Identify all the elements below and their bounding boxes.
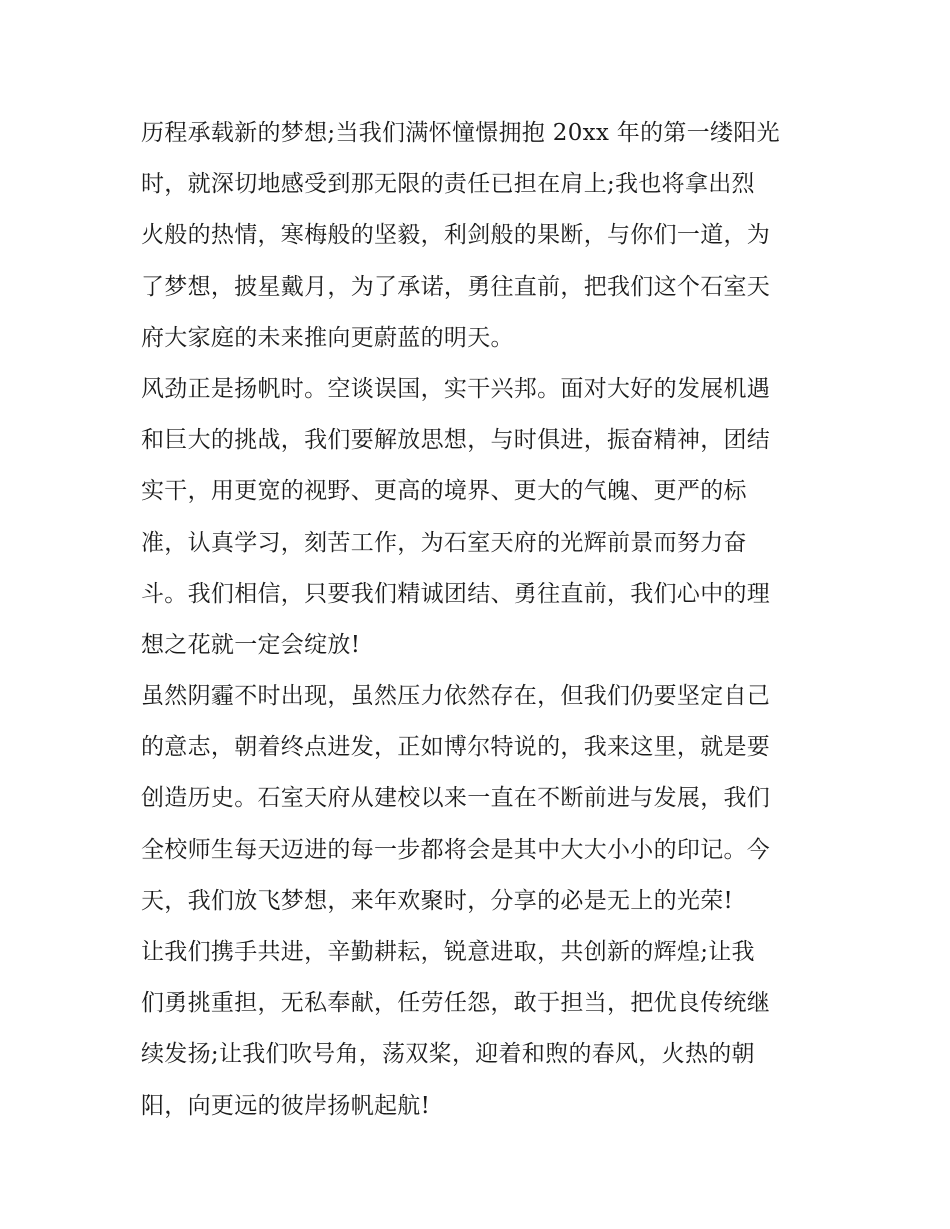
text-line: 的意志，朝着终点进发，正如博尔特说的，我来这里，就是要 xyxy=(141,734,771,761)
text-line: 实干，用更宽的视野、更高的境界、更大的气魄、更严的标 xyxy=(141,478,747,505)
text-line: 们勇挑重担，无私奉献，任劳任怨，敢于担当，把优良传统继 xyxy=(141,990,771,1017)
text-line: 历程承载新的梦想;当我们满怀憧憬拥抱 20xx 年的第一缕阳光 xyxy=(141,120,780,146)
document-body xyxy=(141,108,813,1132)
text-line: 风劲正是扬帆时。空谈误国，实干兴邦。面对大好的发展机遇 xyxy=(141,375,771,402)
text-line: 府大家庭的未来推向更蔚蓝的明天。 xyxy=(141,324,514,351)
text-line: 准，认真学习，刻苦工作，为石室天府的光辉前景而努力奋 xyxy=(141,529,747,556)
text-line: 了梦想，披星戴月，为了承诺，勇往直前，把我们这个石室天 xyxy=(141,273,771,300)
text-line: 创造历史。石室天府从建校以来一直在不断前进与发展，我们 xyxy=(141,785,771,812)
text-line: 阳，向更远的彼岸扬帆起航! xyxy=(141,1092,431,1119)
text-line: 让我们携手共进，辛勤耕耘，锐意进取，共创新的辉煌;让我 xyxy=(141,939,755,965)
text-line: 斗。我们相信，只要我们精诚团结、勇往直前，我们心中的理 xyxy=(141,580,771,607)
text-line: 续发扬;让我们吹号角，荡双桨，迎着和煦的春风，火热的朝 xyxy=(141,1041,755,1068)
text-line: 虽然阴霾不时出现，虽然压力依然存在，但我们仍要坚定自己 xyxy=(141,683,771,710)
paragraph-3 xyxy=(141,671,813,927)
text-line: 天，我们放飞梦想，来年欢聚时，分享的必是无上的光荣! xyxy=(141,887,734,914)
paragraph-2 xyxy=(141,364,813,671)
paragraph-1 xyxy=(141,108,813,364)
text-line: 想之花就一定会绽放! xyxy=(141,631,361,658)
text-line: 火般的热情，寒梅般的坚毅，利剑般的果断，与你们一道，为 xyxy=(141,222,771,249)
paragraph-4 xyxy=(141,927,813,1132)
text-line: 时，就深切地感受到那无限的责任已担在肩上;我也将拿出烈 xyxy=(141,171,755,198)
text-line: 全校师生每天迈进的每一步都将会是其中大大小小的印记。今 xyxy=(141,836,771,863)
text-line: 和巨大的挑战，我们要解放思想，与时俱进，振奋精神，团结 xyxy=(141,427,771,454)
